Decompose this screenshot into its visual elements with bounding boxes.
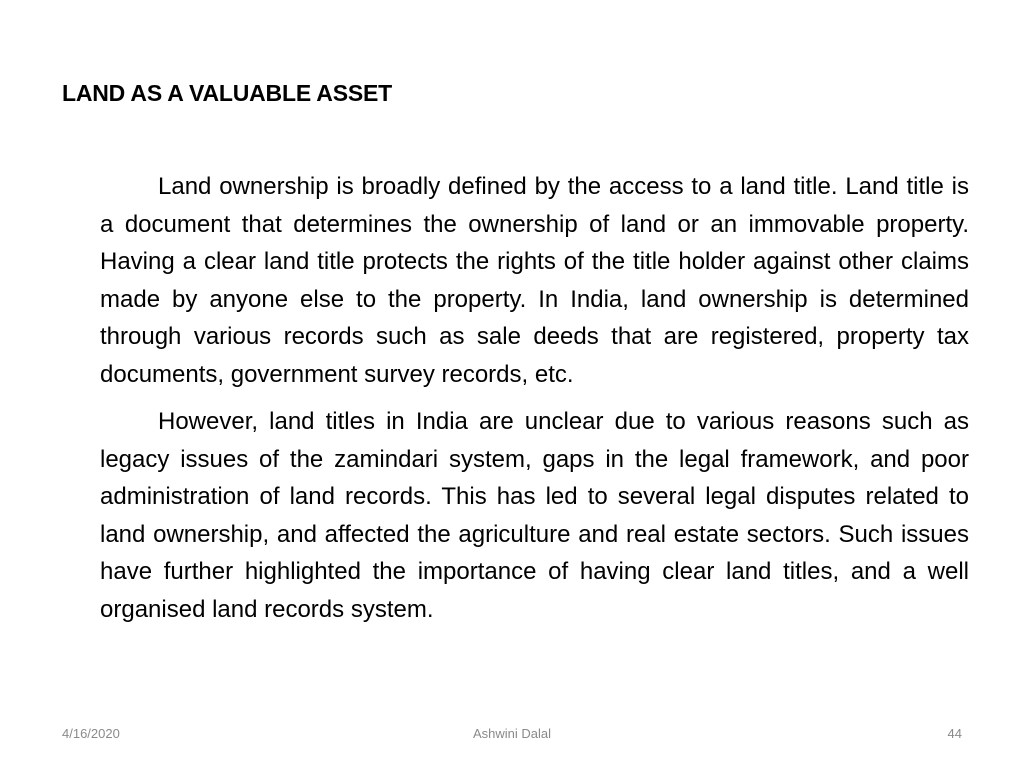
footer-page-number: 44 — [947, 726, 962, 741]
footer-author: Ashwini Dalal — [472, 726, 552, 741]
body-paragraph-1: Land ownership is broadly defined by the access to a land title. Land title is a document that determines the ownership of land or an immovable property. Having a clear land title protects the rights of the title holder against other claims made by anyone else to the property. In India, land ownership is determined through various records such as sale deeds that are registered, property tax documents, government survey records, etc. — [100, 173, 969, 388]
slide-body — [100, 168, 969, 628]
body-paragraph-2: However, land titles in India are unclear due to various reasons such as legacy issues of the zamindari system, gaps in the legal framework, and poor administration of land records. This has led to several legal disputes related to land ownership, and affected the agriculture and real estate sectors. Such issues have further highlighted the importance of having clear land titles, and a well organised land records system. — [100, 408, 969, 623]
footer-date: 4/16/2020 — [62, 726, 120, 741]
slide-title: LAND AS A VALUABLE ASSET — [62, 80, 392, 106]
